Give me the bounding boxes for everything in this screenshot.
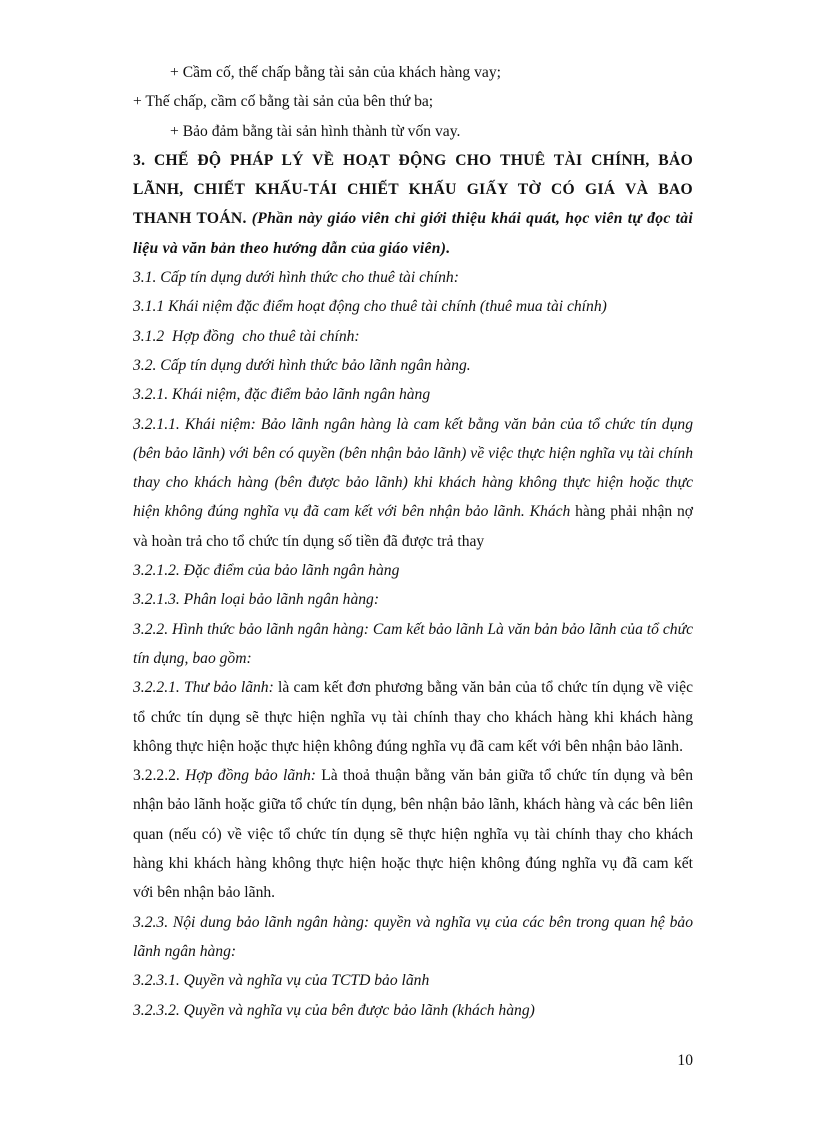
- section-3-2-2-1: [133, 673, 693, 761]
- guarantee-letter-text: là cam kết đơn phương bằng văn bản của tổ chức tín dụng về việc tổ chức tín dụng sẽ thực hiện nghĩa vụ tài chính thay cho khách hàng khi khách hàng không thực hiện hoặc thực hiện không đúng nghĩa vụ đã cam kết với bên nhận bảo lãnh.: [133, 679, 693, 755]
- bullet-third-party: + Thế chấp, cầm cố bằng tài sản của bên thứ ba;: [133, 93, 434, 111]
- guarantee-contract-number: 3.2.2.2.: [133, 767, 186, 785]
- section-3-2-1-1: [133, 410, 693, 556]
- section-3-2-1: 3.2.1. Khái niệm, đặc điểm bảo lãnh ngân hàng: [133, 386, 431, 404]
- section-3-2-2: 3.2.2. Hình thức bảo lãnh ngân hàng: Cam kết bảo lãnh Là văn bản bảo lãnh của tổ chức tín dụng, bao gồm:: [133, 620, 693, 667]
- section-3-1-1: 3.1.1 Khái niệm đặc điểm hoạt động cho thuê tài chính (thuê mua tài chính): [133, 298, 607, 316]
- section-3-1: 3.1. Cấp tín dụng dưới hình thức cho thuê tài chính:: [133, 269, 459, 287]
- guarantee-contract-text: Là thoả thuận bằng văn bản giữa tổ chức tín dụng và bên nhận bảo lãnh hoặc giữa tổ chức tín dụng, bên nhận bảo lãnh, khách hàng và các bên liên quan (nếu có) về việc tổ chức tín dụng sẽ thực hiện nghĩa vụ tài chính thay cho khách hàng khi khách hàng không thực hiện hoặc thực hiện không đúng nghĩa vụ đã cam kết với bên nhận bảo lãnh.: [133, 767, 693, 902]
- section-3-2-3-1: 3.2.3.1. Quyền và nghĩa vụ của TCTD bảo lãnh: [133, 972, 430, 990]
- heading-title: 3. CHẾ ĐỘ PHÁP LÝ VỀ HOẠT ĐỘNG CHO THUÊ TÀI CHÍNH, BẢO LÃNH, CHIẾT KHẤU-TÁI CHIẾT KHẤU GIẤY TỜ CÓ GIÁ VÀ BAO THANH TOÁN.: [133, 151, 693, 228]
- definition-italic: 3.2.1.1. Khái niệm: Bảo lãnh ngân hàng là cam kết bằng văn bản của tổ chức tín dụng (bên bảo lãnh) với bên có quyền (bên nhận bảo lãnh) về việc thực hiện nghĩa vụ tài chính thay cho khách hàng (bên được bảo lãnh) khi khách hàng không thực hiện hoặc thực hiện không đúng nghĩa vụ đã cam kết với bên nhận bảo lãnh. Khách: [133, 415, 693, 521]
- guarantee-letter-label: 3.2.2.1. Thư bảo lãnh:: [133, 679, 274, 697]
- definition-rest: hàng phải nhận nợ và hoàn trả cho tổ chức tín dụng số tiền đã được trả thay: [133, 503, 693, 550]
- section-3-1-2: 3.1.2 Hợp đồng cho thuê tài chính:: [133, 327, 360, 345]
- section-heading-3: [133, 146, 693, 263]
- section-3-2-3: 3.2.3. Nội dung bảo lãnh ngân hàng: quyền và nghĩa vụ của các bên trong quan hệ bảo lãnh ngân hàng:: [133, 913, 693, 960]
- section-3-2-1-2: 3.2.1.2. Đặc điểm của bảo lãnh ngân hàng: [133, 562, 400, 580]
- section-3-2-2-2: [133, 761, 693, 907]
- section-3-2-3-2: 3.2.3.2. Quyền và nghĩa vụ của bên được bảo lãnh (khách hàng): [133, 1001, 535, 1019]
- heading-note: (Phần này giáo viên chỉ giới thiệu khái quát, học viên tự đọc tài liệu và văn bản theo hướng dẫn của giáo viên).: [133, 210, 693, 257]
- page-number: 10: [677, 1052, 693, 1069]
- bullet-pledge-borrower: + Cầm cố, thế chấp bằng tài sản của khách hàng vay;: [170, 64, 501, 81]
- bullet-future-assets: + Bảo đảm bằng tài sản hình thành từ vốn vay.: [170, 122, 461, 140]
- section-3-2-1-3: 3.2.1.3. Phân loại bảo lãnh ngân hàng:: [133, 591, 380, 609]
- section-3-2: 3.2. Cấp tín dụng dưới hình thức bảo lãnh ngân hàng.: [133, 356, 471, 374]
- document-page: [133, 58, 693, 1025]
- guarantee-contract-label: Hợp đồng bảo lãnh:: [185, 767, 316, 785]
